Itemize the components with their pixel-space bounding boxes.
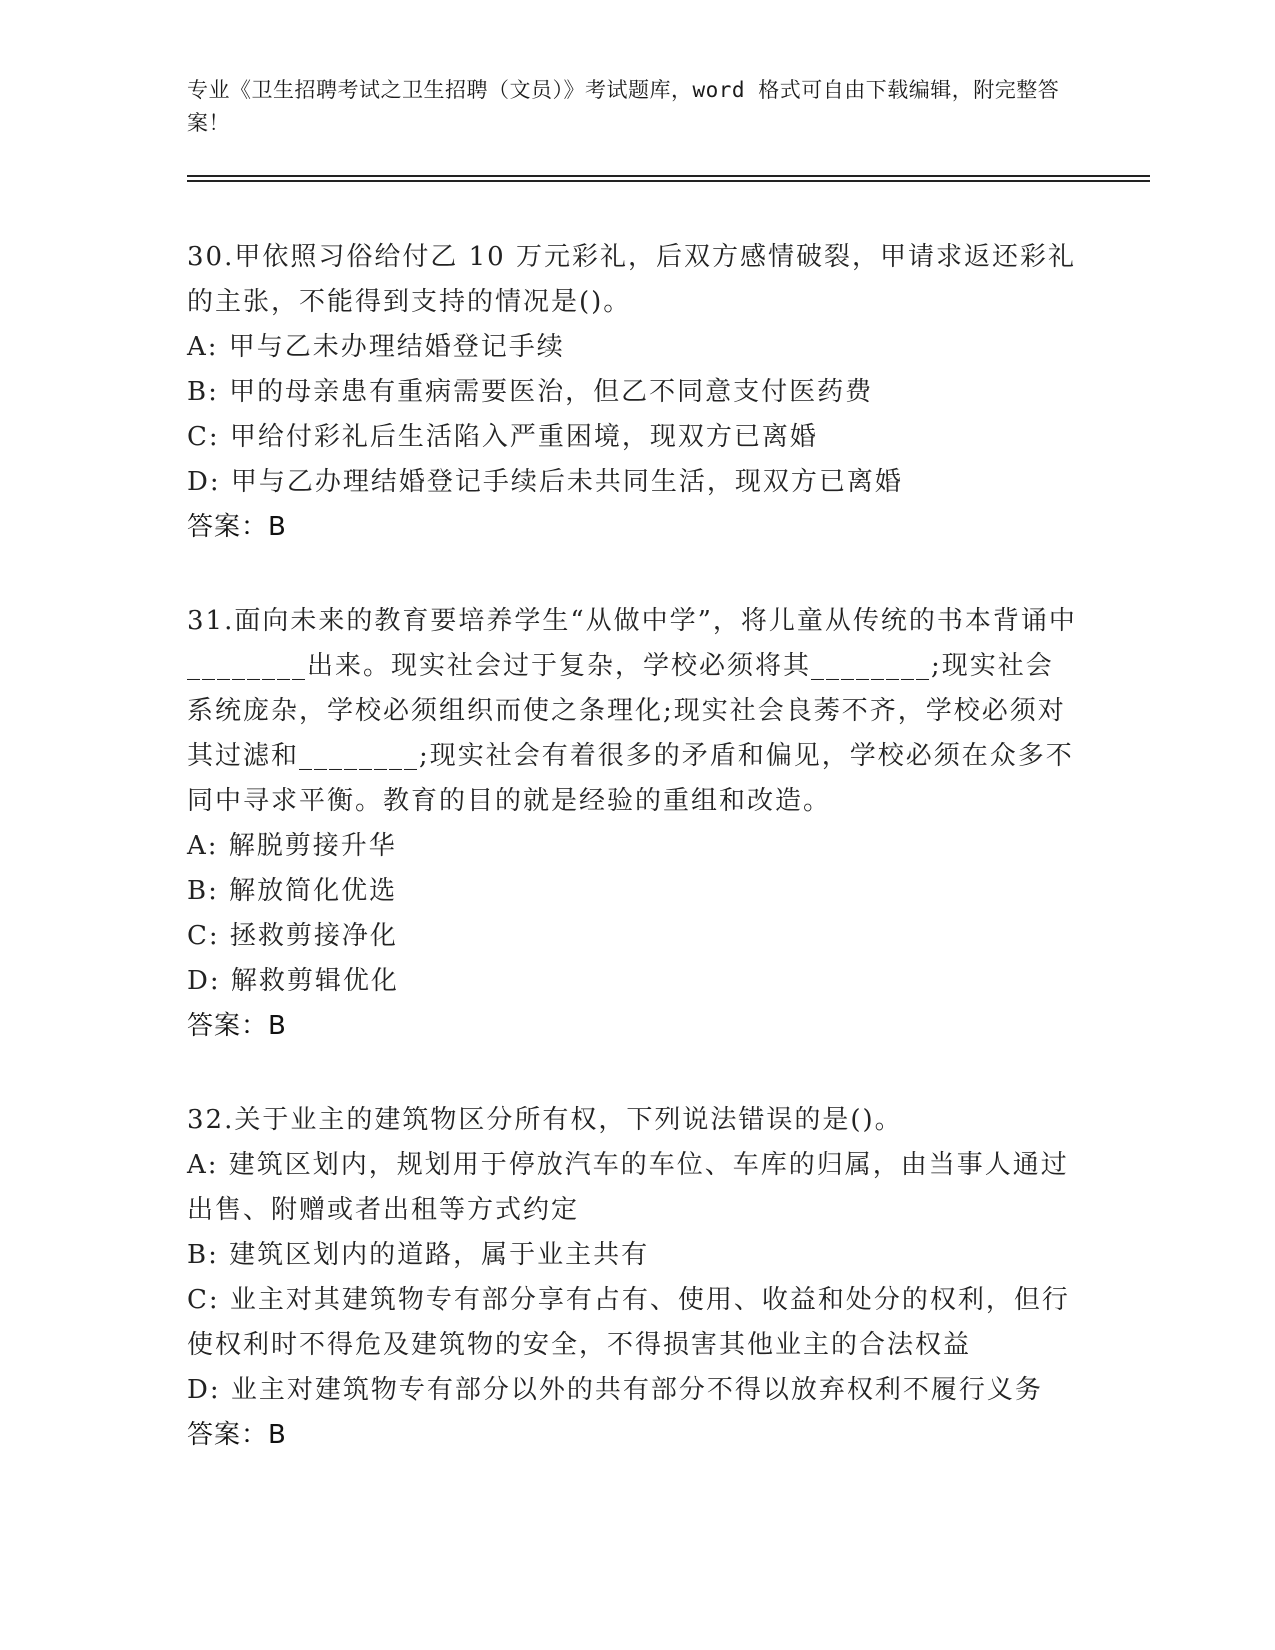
option-b: B: 建筑区划内的道路，属于业主共有 [187, 1240, 650, 1270]
option-c: C: 业主对其建筑物专有部分享有占有、使用、收益和处分的权利，但行使权利时不得危及建筑物的安全，不得损害其他业主的合法权益 [187, 1285, 1070, 1360]
question-stem: 30.甲依照习俗给付乙 10 万元彩礼，后双方感情破裂，甲请求返还彩礼的主张，不能得到支持的情况是()。 [187, 242, 1076, 317]
option-a: A: 建筑区划内，规划用于停放汽车的车位、车库的归属，由当事人通过出售、附赠或者出租等方式约定 [187, 1150, 1069, 1225]
question-31 [187, 599, 1077, 1049]
option-c: C: 拯救剪接净化 [187, 921, 398, 951]
option-d: D: 甲与乙办理结婚登记手续后未共同生活，现双方已离婚 [187, 467, 903, 497]
answer-label: 答案：B [187, 1420, 287, 1450]
question-32 [187, 1098, 1077, 1458]
question-30 [187, 235, 1077, 550]
option-a: A: 解脱剪接升华 [187, 831, 397, 861]
header-divider-bottom [187, 180, 1150, 182]
option-a: A: 甲与乙未办理结婚登记手续 [187, 332, 565, 362]
header-divider-top [187, 175, 1150, 177]
option-b: B: 甲的母亲患有重病需要医治，但乙不同意支付医药费 [187, 377, 874, 407]
question-stem: 31.面向未来的教育要培养学生“从做中学”，将儿童从传统的书本背诵中________出来。现实社会过于复杂，学校必须将其________;现实社会系统庞杂，学校必须组织而使之条理化;现实社会良莠不齐，学校必须对其过滤和________;现实社会有着很多的矛盾和偏见，学校必须在众多不同中寻求平衡。教育的目的就是经验的重组和改造。 [187, 606, 1077, 816]
option-d: D: 业主对建筑物专有部分以外的共有部分不得以放弃权利不履行义务 [187, 1375, 1043, 1405]
option-d: D: 解救剪辑优化 [187, 966, 399, 996]
answer-label: 答案：B [187, 1011, 287, 1041]
document-header: 专业《卫生招聘考试之卫生招聘（文员）》考试题库，word 格式可自由下载编辑，附完整答案！ [187, 78, 1060, 135]
question-stem: 32.关于业主的建筑物区分所有权，下列说法错误的是()。 [187, 1105, 903, 1135]
option-c: C: 甲给付彩礼后生活陷入严重困境，现双方已离婚 [187, 422, 818, 452]
answer-label: 答案：B [187, 512, 287, 542]
option-b: B: 解放简化优选 [187, 876, 398, 906]
